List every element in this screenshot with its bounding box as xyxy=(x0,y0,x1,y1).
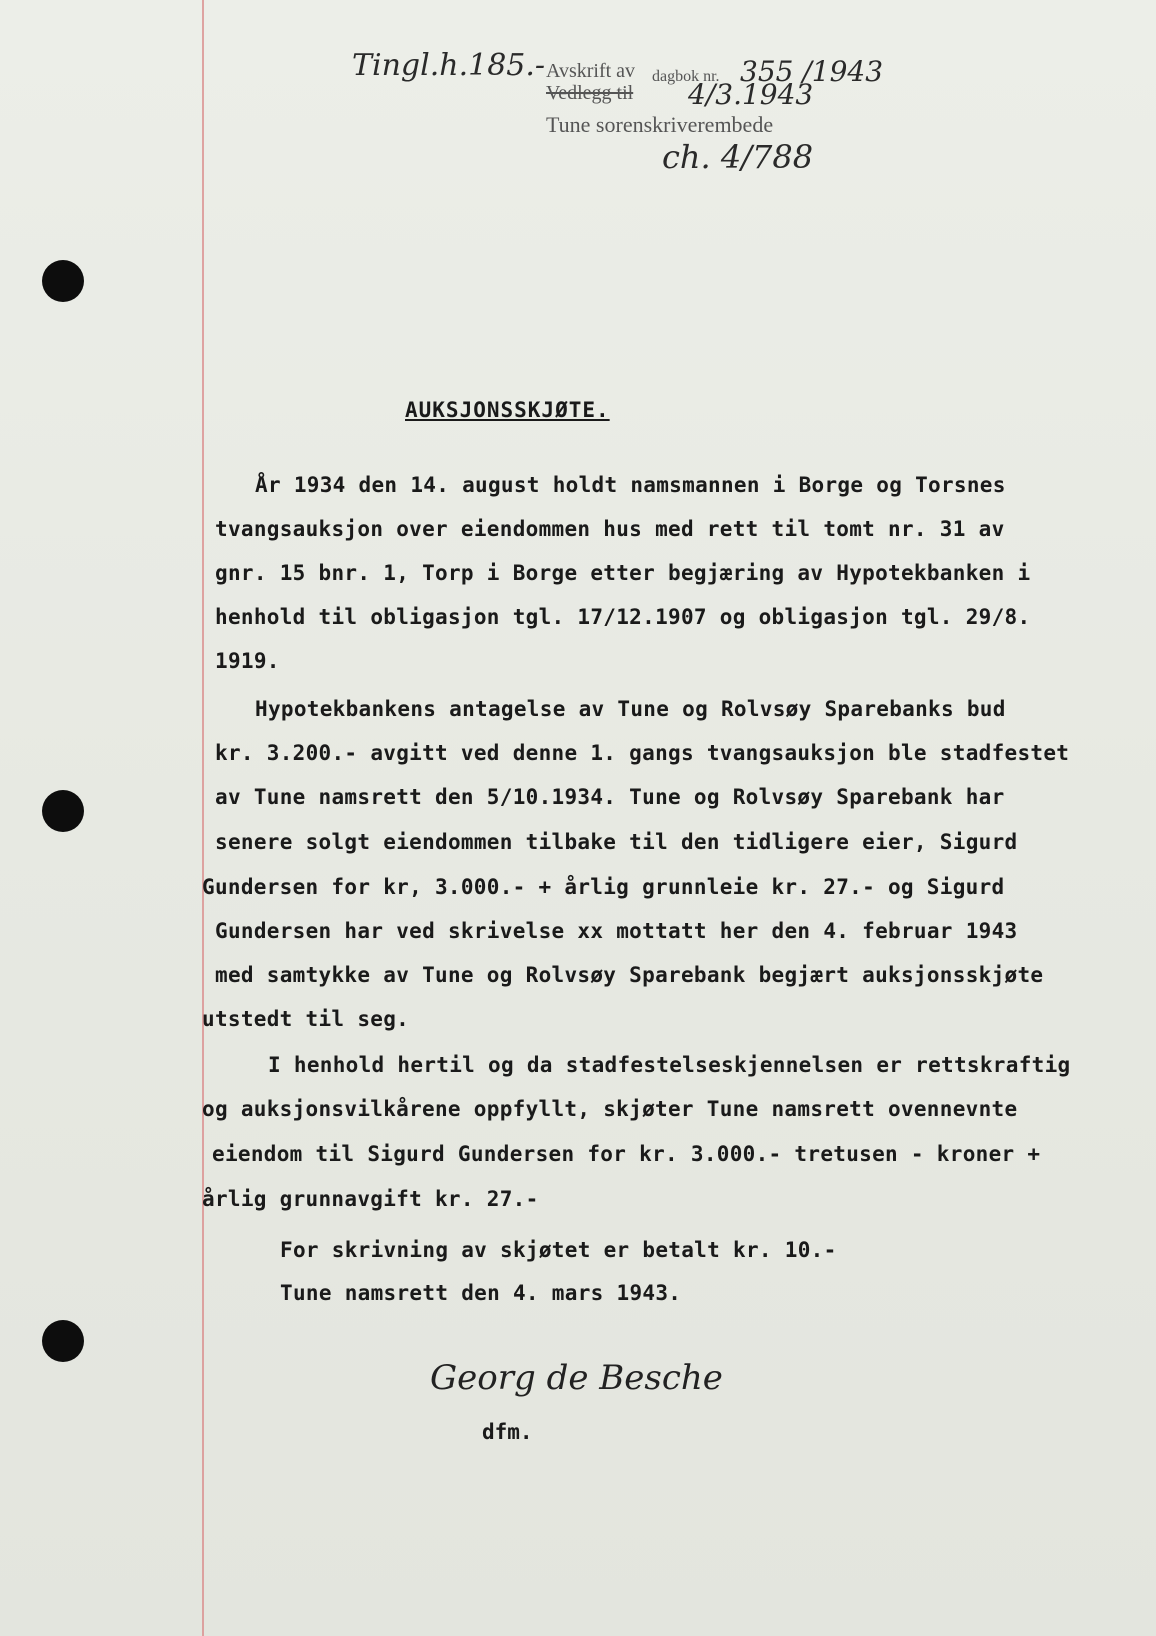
text-line: I henhold hertil og da stadfestelseskjennelsen er rettskraftig xyxy=(268,1053,1071,1077)
text-line: med samtykke av Tune og Rolvsøy Sparebank begjært auksjonsskjøte xyxy=(215,963,1044,987)
text-line: 1919. xyxy=(215,649,280,673)
text-line: kr. 3.200.- avgitt ved denne 1. gangs tvangsauksjon ble stadfestet xyxy=(215,741,1070,765)
text-line: For skrivning av skjøtet er betalt kr. 10.- xyxy=(280,1238,837,1262)
dagbok-date: 4/3.1943 xyxy=(688,78,814,111)
text-line: av Tune namsrett den 5/10.1934. Tune og Rolvsøy Sparebank har xyxy=(215,785,1005,809)
signature-title: dfm. xyxy=(482,1420,533,1444)
document-title: AUKSJONSSKJØTE. xyxy=(405,398,610,422)
text-line: utstedt til seg. xyxy=(202,1007,410,1031)
text-line: Gundersen for kr, 3.000.- + årlig grunnleie kr. 27.- og Sigurd xyxy=(202,875,1005,899)
text-line: gnr. 15 bnr. 1, Torp i Borge etter begjæring av Hypotekbanken i xyxy=(215,561,1031,585)
signature: Georg de Besche xyxy=(430,1358,723,1398)
punch-hole xyxy=(42,260,84,302)
text-line: År 1934 den 14. august holdt namsmannen i Borge og Torsnes xyxy=(255,473,1006,497)
text-line: og auksjonsvilkårene oppfyllt, skjøter Tune namsrett ovennevnte xyxy=(202,1097,1018,1121)
text-line: henhold til obligasjon tgl. 17/12.1907 og obligasjon tgl. 29/8. xyxy=(215,605,1031,629)
text-line: Gundersen har ved skrivelse xx mottatt her den 4. februar 1943 xyxy=(215,919,1018,943)
punch-hole xyxy=(42,1320,84,1362)
red-margin-line xyxy=(202,0,204,1636)
archive-number: ch. 4/788 xyxy=(662,138,814,176)
stamp-dagbok-label: dagbok nr. xyxy=(652,68,720,85)
text-line: eiendom til Sigurd Gundersen for kr. 3.000.- tretusen - kroner + xyxy=(212,1142,1041,1166)
handwritten-reference: Tingl.h.185.- xyxy=(352,48,546,83)
dagbok-number: 355 /1943 xyxy=(740,55,884,88)
stamp-avskrift: Avskrift av xyxy=(546,60,636,82)
stamp-struck-text: Vedlegg til xyxy=(546,82,634,104)
text-line: tvangsauksjon over eiendommen hus med rett til tomt nr. 31 av xyxy=(215,517,1005,541)
stamp-office: Tune sorenskriverembede xyxy=(546,112,774,137)
text-line: senere solgt eiendommen tilbake til den tidligere eier, Sigurd xyxy=(215,830,1018,854)
text-line: årlig grunnavgift kr. 27.- xyxy=(202,1187,539,1211)
punch-hole xyxy=(42,790,84,832)
text-line: Tune namsrett den 4. mars 1943. xyxy=(280,1281,682,1305)
text-line: Hypotekbankens antagelse av Tune og Rolvsøy Sparebanks bud xyxy=(255,697,1006,721)
